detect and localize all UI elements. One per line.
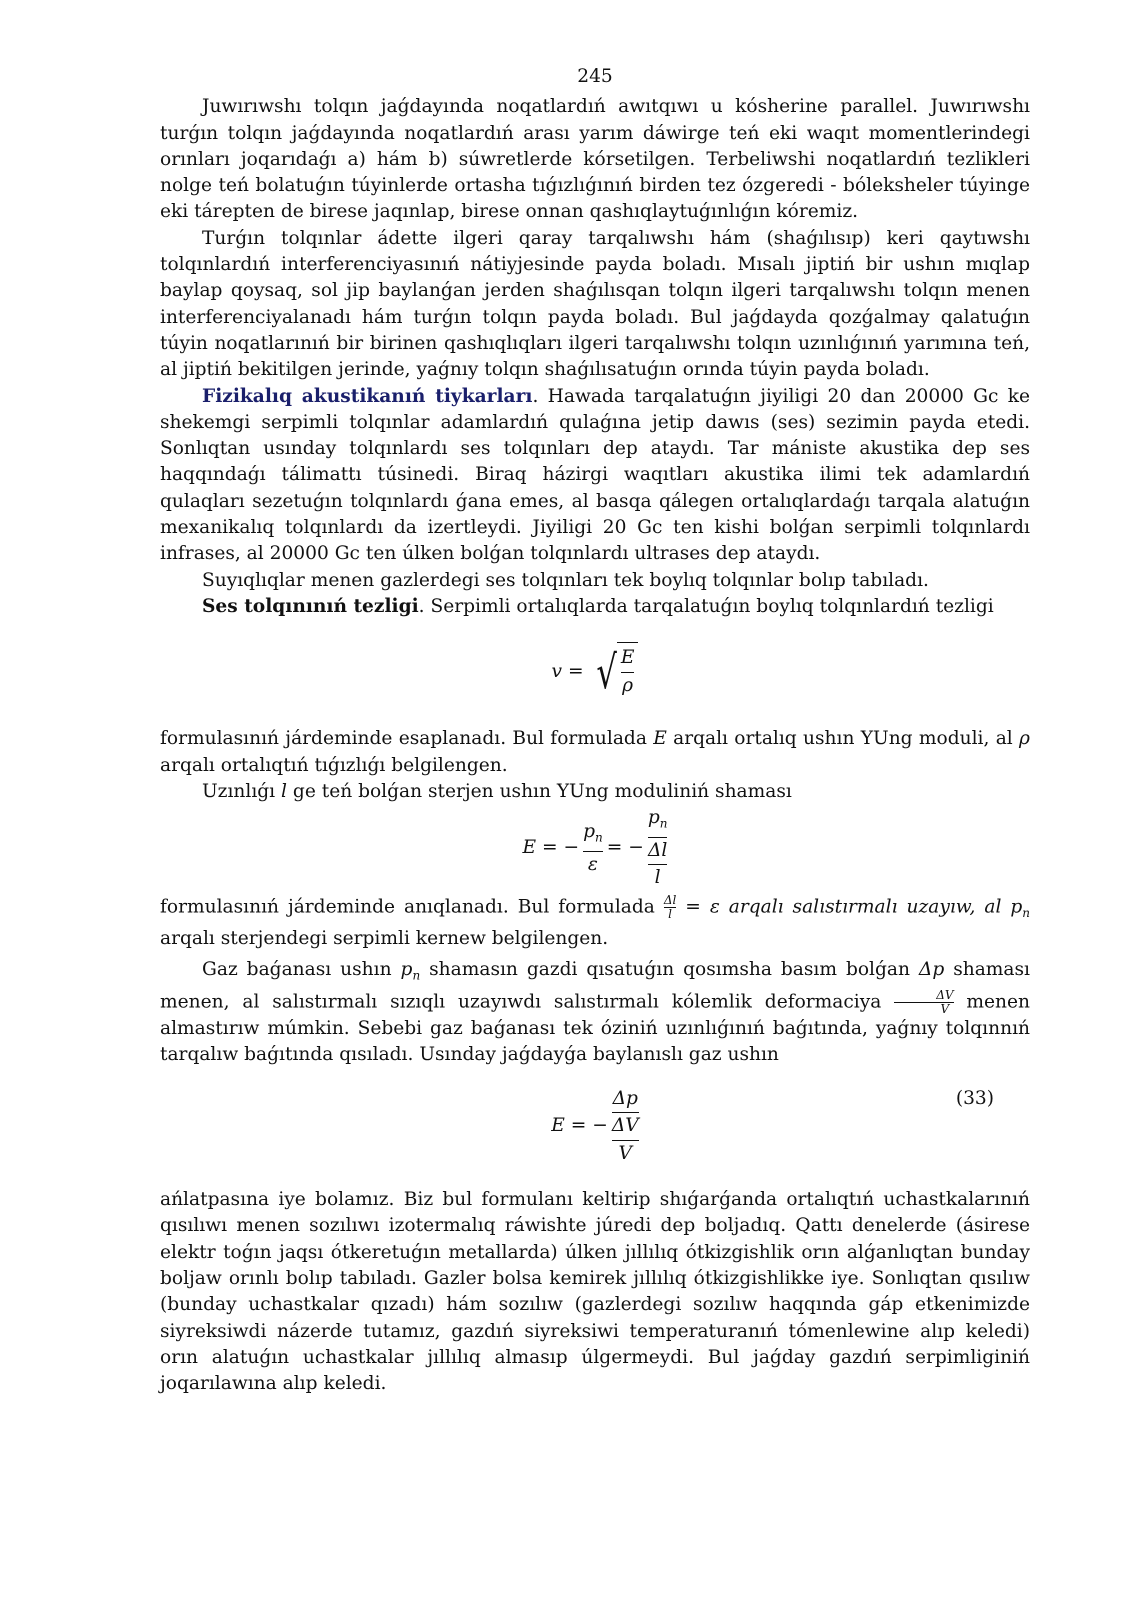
volume-numerator: ΔV <box>936 987 954 1002</box>
symbol-E: E <box>653 728 667 750</box>
page-number: 245 <box>577 66 613 87</box>
eq2-mid: = − <box>606 837 644 859</box>
symbol-l: l <box>281 780 287 802</box>
inline-fraction-volume <box>894 989 953 1016</box>
eq2-num2-p: p <box>647 807 660 829</box>
equation-33 <box>160 1086 1030 1167</box>
paragraph-9-text-a: Gaz baǵanası ushın <box>202 958 401 980</box>
symbol-rho: ρ <box>1019 728 1030 750</box>
paragraph-9-text-d: menen almastırıw múmkin. Sebebi gaz baǵanası tek óziniń uzınlıǵınıń baǵıtında, yaǵnıy tolqınnıń tarqalıw baǵıtında qısıladı. Usınday jaǵdayǵa baylanıslı gaz ushın <box>160 991 1030 1065</box>
eq2-num1-p: p <box>583 820 595 842</box>
eq2-fraction-2 <box>648 805 668 892</box>
paragraph-1: Juwırıwshı tolqın jaǵdayında noqatlardıń awıtqıwı u kósherine parallel. Juwırıwshı turǵın tolqın jaǵdayında noqatlardıń arası yarım dáwirge teń eki waqıt momentlerindegi orınları joqarıdaǵı a) hám b) súwretlerde kórsetilgen. Terbeliwshi noqatlardıń tezlikleri nolge teń bolatuǵın túyinlerde ortasha tıǵızlıǵınıń birden tez ózgeredi - bóleksheler túyinge eki tárepten de birese jaqınlap, birese onnan qashıqlaytuǵınlıǵın kóremiz. <box>160 96 1030 223</box>
paragraph-6 <box>160 726 1030 779</box>
paragraph-10: ańlatpasına iye bolamız. Biz bul formulanı keltirip shıǵarǵanda ortalıqtıń uchastkalarınıń qısılıwı menen sozılıwı izotermalıq ráwishte júredi dep boljadıq. Qattı denelerde (ásirese elektr toǵın jaqsı ótkeretuǵın metallarda) úlken jıllılıq ótkizgishlik orın alǵanlıqtan bunday boljaw orınlı bolıp tabıladı. Gazler bolsa kemirek jıllılıq ótkizgishlikke iye. Sonlıqtan qısılıw (bunday uchastkalar qızadı) hám sozılıw (gazlerdegi sozılıw haqqında gáp etkenimizde siyreksiwdi názerde tutamız, gazdıń siyreksiwi temperaturanıń tómenlewine alıp keledi) orın alatuǵın uchastkalar jıllılıq almasıp úlgermeydi. Bul jaǵday gazdıń serpimliginiń joqarılawına alıp keledi. <box>160 1189 1030 1395</box>
eq3-nested-fraction <box>612 1113 639 1167</box>
paragraph-3 <box>160 384 1030 568</box>
equation-number: (33) <box>955 1088 994 1110</box>
section-heading-sound-speed: Ses tolqınınıń tezligi <box>202 595 419 617</box>
eq3-lhs: E = − <box>551 1115 608 1137</box>
eq2-lhs: E = − <box>522 837 580 859</box>
paragraph-9-text-b: shamasın gazdi qısatuǵın qosımsha basım bolǵan <box>420 958 919 980</box>
paragraph-8-text-b: = ε arqalı salıstırmalı uzayıw, al <box>676 896 1011 918</box>
eq3-den-num: ΔV <box>611 1115 639 1137</box>
paragraph-9 <box>160 957 1030 1069</box>
equation-young-modulus <box>160 805 1030 892</box>
eq3-fraction <box>612 1086 639 1167</box>
symbol-p-sub: n <box>412 968 421 983</box>
paragraph-6-text-b: arqalı ortalıq ushın YUng moduli, al <box>666 728 1020 750</box>
square-root <box>592 642 639 702</box>
paragraph-7-text-b: ge teń bolǵan sterjen ushın YUng moduliniń shaması <box>287 780 792 802</box>
paragraph-6-text-a: formulasınıń járdeminde esaplanadı. Bul formulada <box>160 728 654 750</box>
paragraph-9-text-c: shaması menen, al salıstırmalı sızıqlı uzayıwdı salıstırmalı kólemlik deformaciya <box>160 958 1031 1013</box>
radical-sign-icon: √ <box>595 645 617 700</box>
symbol-p: p <box>1010 896 1023 918</box>
eq2-den2-den: l <box>654 867 661 889</box>
document-page <box>160 64 1030 1397</box>
inline-fraction-strain <box>664 894 677 921</box>
paragraph-8-text-c: arqalı sterjendegi serpimli kernew belgilengen. <box>160 928 609 950</box>
eq2-num1-sub: n <box>595 830 603 845</box>
eq1-lhs: v = <box>551 661 584 683</box>
paragraph-4: Suyıqlıqlar menen gazlerdegi ses tolqınları tek boylıq tolqınlar bolıp tabıladı. <box>202 569 929 591</box>
equation-sound-speed <box>160 642 1030 702</box>
paragraph-6-text-c: arqalı ortalıqtıń tıǵızlıǵı belgilengen. <box>160 754 508 776</box>
eq2-num2-sub: n <box>659 816 668 831</box>
paragraph-7 <box>160 779 1030 805</box>
volume-denominator: V <box>940 1001 950 1016</box>
strain-denominator: l <box>668 906 672 921</box>
paragraph-5 <box>160 594 1030 620</box>
eq2-den1: ε <box>587 853 598 875</box>
eq3-den-den: V <box>618 1142 632 1164</box>
symbol-delta-p: Δp <box>918 958 945 980</box>
eq3-numerator: Δp <box>612 1088 638 1110</box>
paragraph-8-text-a: formulasınıń járdeminde anıqlanadı. Bul formulada <box>160 896 664 918</box>
paragraph-3-text: . Hawada tarqalatuǵın jiyiligi 20 dan 20000 Gc ke shekemgi serpimli tolqınlar adamlardıń qulaǵına jetip dawıs (ses) sezimin payda etedi. Sonlıqtan usınday tolqınlardı ses tolqınları dep ataydı. Tar mániste akustika dep ses haqqındaǵı tálimattı túsinedi. Biraq házirgi waqıtları akustika ilimi tek adamlardıń qulaqları sezetuǵın tolqınlardı ǵana emes, al basqa qálegen ortalıqlardaǵı tarqala alatuǵın mexanikalıq tolqınlardı da izertleydi. Jiyiligi 20 Gc ten kishi bolǵan serpimli tolqınlardı infrases, al 20000 Gc ten úlken bolǵan tolqınlardı ultrases dep ataydı. <box>160 385 1030 565</box>
eq1-denominator: ρ <box>622 674 634 696</box>
eq2-num1 <box>583 819 603 851</box>
sqrt-fraction <box>617 642 639 702</box>
eq2-fraction-1 <box>583 819 603 878</box>
eq2-num2 <box>648 805 668 837</box>
paragraph-5-text: . Serpimli ortalıqlarda tarqalatuǵın boylıq tolqınlardıń tezligi <box>418 595 994 617</box>
paragraph-2: Turǵın tolqınlar ádette ilgeri qaray tarqalıwshı hám (shaǵılısıp) keri qaytıwshı tolqınlardıń interferenciyasınıń nátiyjesinde payda boladı. Mısalı jiptiń bir ushın mıqlap baylap qoysaq, sol jip baylanǵan jerden shaǵılısqan tolqın ilgeri tarqalıwshı tolqın menen interferenciyalanadı hám turǵın tolqın payda boladı. Bul jaǵdayda qozǵalmay qalatuǵın túyin noqatlarınıń bir birinen qashıqlıqları ilgeri tarqalıwshı tolqın uzınlıǵınıń yarımına teń, al jiptiń bekitilgen jerinde, yaǵnıy tolqın shaǵılısatuǵın orında túyin payda boladı. <box>160 227 1030 381</box>
symbol-p-sub: n <box>1022 905 1030 920</box>
symbol-p: p <box>400 958 413 980</box>
paragraph-8 <box>160 894 1030 953</box>
strain-numerator: Δl <box>663 892 677 907</box>
eq2-den2-num: Δl <box>647 840 668 862</box>
section-heading-acoustics: Fizikalıq akustikanıń tiykarları <box>202 385 533 407</box>
paragraph-7-text-a: Uzınlıǵı <box>202 780 282 802</box>
eq2-nested-fraction <box>648 838 667 892</box>
eq1-numerator: E <box>620 647 635 669</box>
